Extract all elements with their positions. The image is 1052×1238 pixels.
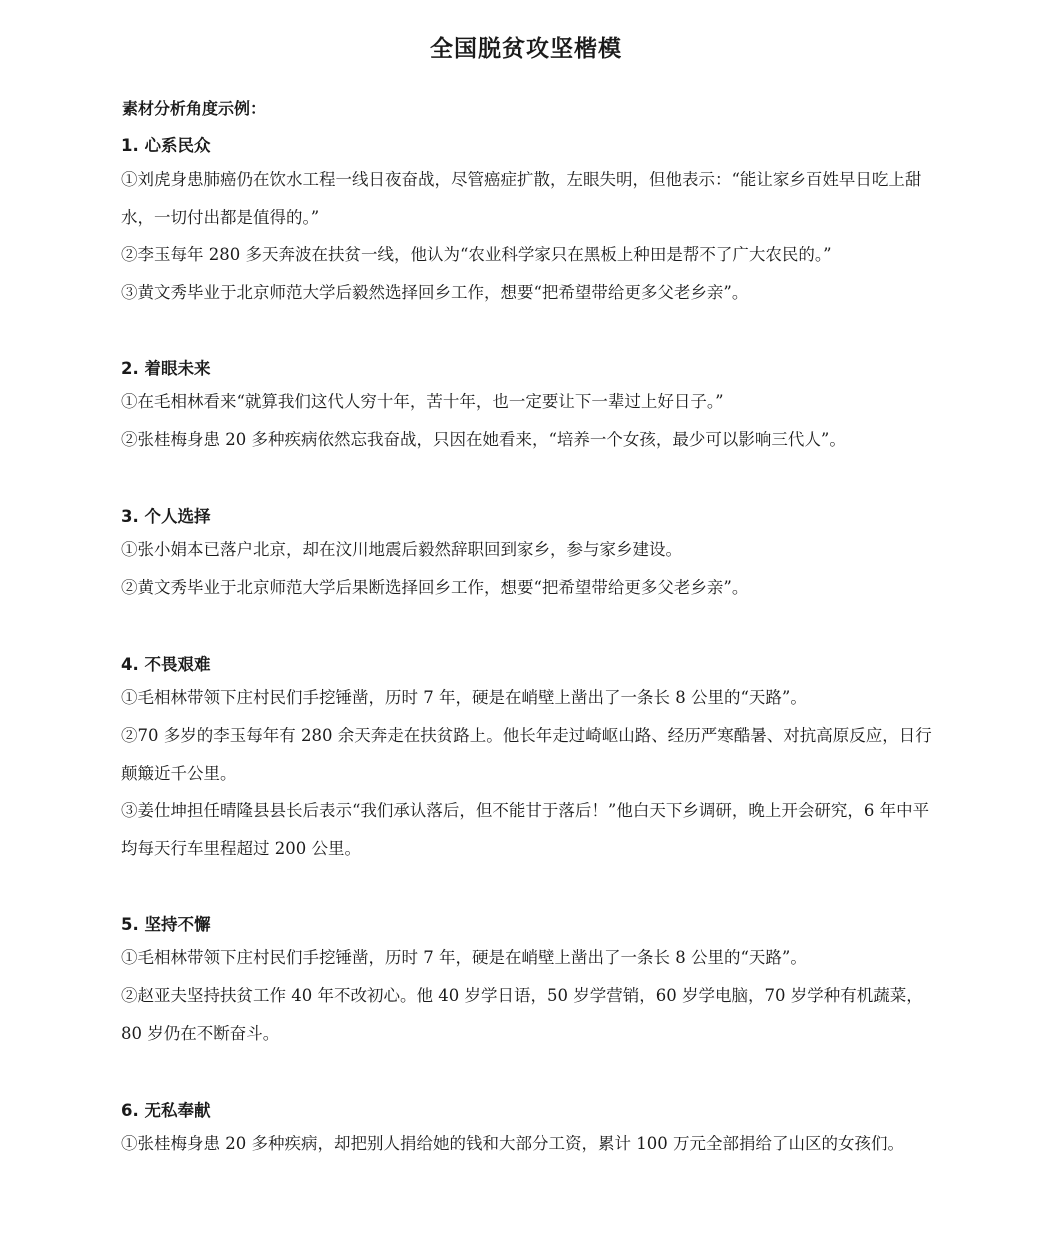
section-item: ②黄文秀毕业于北京师范大学后果断选择回乡工作，想要“把希望带给更多父老乡亲”。 (121, 578, 749, 597)
section-item: ①在毛相林看来“就算我们这代人穷十年，苦十年，也一定要让下一辈过上好日子。” (121, 392, 724, 411)
section-item: ③黄文秀毕业于北京师范大学后毅然选择回乡工作，想要“把希望带给更多父老乡亲”。 (121, 283, 749, 302)
section-heading: 2. 着眼未来 (121, 359, 211, 378)
section-item: ①张小娟本已落户北京，却在汶川地震后毅然辞职回到家乡，参与家乡建设。 (121, 540, 682, 559)
section-item: ①毛相林带领下庄村民们手挖锤凿，历时 7 年，硬是在峭壁上凿出了一条长 8 公里的“天路”。 (121, 688, 807, 707)
section-heading: 5. 坚持不懈 (121, 915, 211, 934)
section-item: ②李玉每年 280 多天奔波在扶贫一线，他认为“农业科学家只在黑板上种田是帮不了广大农民的。” (121, 245, 832, 264)
section-item: ②70 多岁的李玉每年有 280 余天奔走在扶贫路上。他长年走过崎岖山路、经历严寒酷暑、对抗高原反应，日行颠簸近千公里。 (121, 726, 932, 783)
section-heading: 1. 心系民众 (121, 136, 211, 155)
section-heading: 4. 不畏艰难 (121, 655, 211, 674)
section-item: ③姜仕坤担任晴隆县县长后表示“我们承认落后，但不能甘于落后！”他白天下乡调研，晚上开会研究，6 年中平均每天行车里程超过 200 公里。 (121, 801, 930, 858)
section-item: ①张桂梅身患 20 多种疾病，却把别人捐给她的钱和大部分工资，累计 100 万元全部捐给了山区的女孩们。 (121, 1134, 904, 1153)
section-heading: 6. 无私奉献 (121, 1101, 211, 1120)
page-title: 全国脱贫攻坚楷模 (430, 36, 622, 62)
section-item: ②赵亚夫坚持扶贫工作 40 年不改初心。他 40 岁学日语，50 岁学营销，60 岁学电脑，70 岁学种有机蔬菜，80 岁仍在不断奋斗。 (121, 986, 923, 1043)
page-subtitle: 素材分析角度示例： (122, 99, 267, 118)
section-heading: 3. 个人选择 (121, 507, 211, 526)
section-item: ①毛相林带领下庄村民们手挖锤凿，历时 7 年，硬是在峭壁上凿出了一条长 8 公里的“天路”。 (121, 948, 807, 967)
section-item: ②张桂梅身患 20 多种疾病依然忘我奋战，只因在她看来，“培养一个女孩，最少可以影响三代人”。 (121, 430, 846, 449)
section-item: ①刘虎身患肺癌仍在饮水工程一线日夜奋战，尽管癌症扩散，左眼失明，但他表示：“能让家乡百姓早日吃上甜水，一切付出都是值得的。” (121, 170, 922, 227)
